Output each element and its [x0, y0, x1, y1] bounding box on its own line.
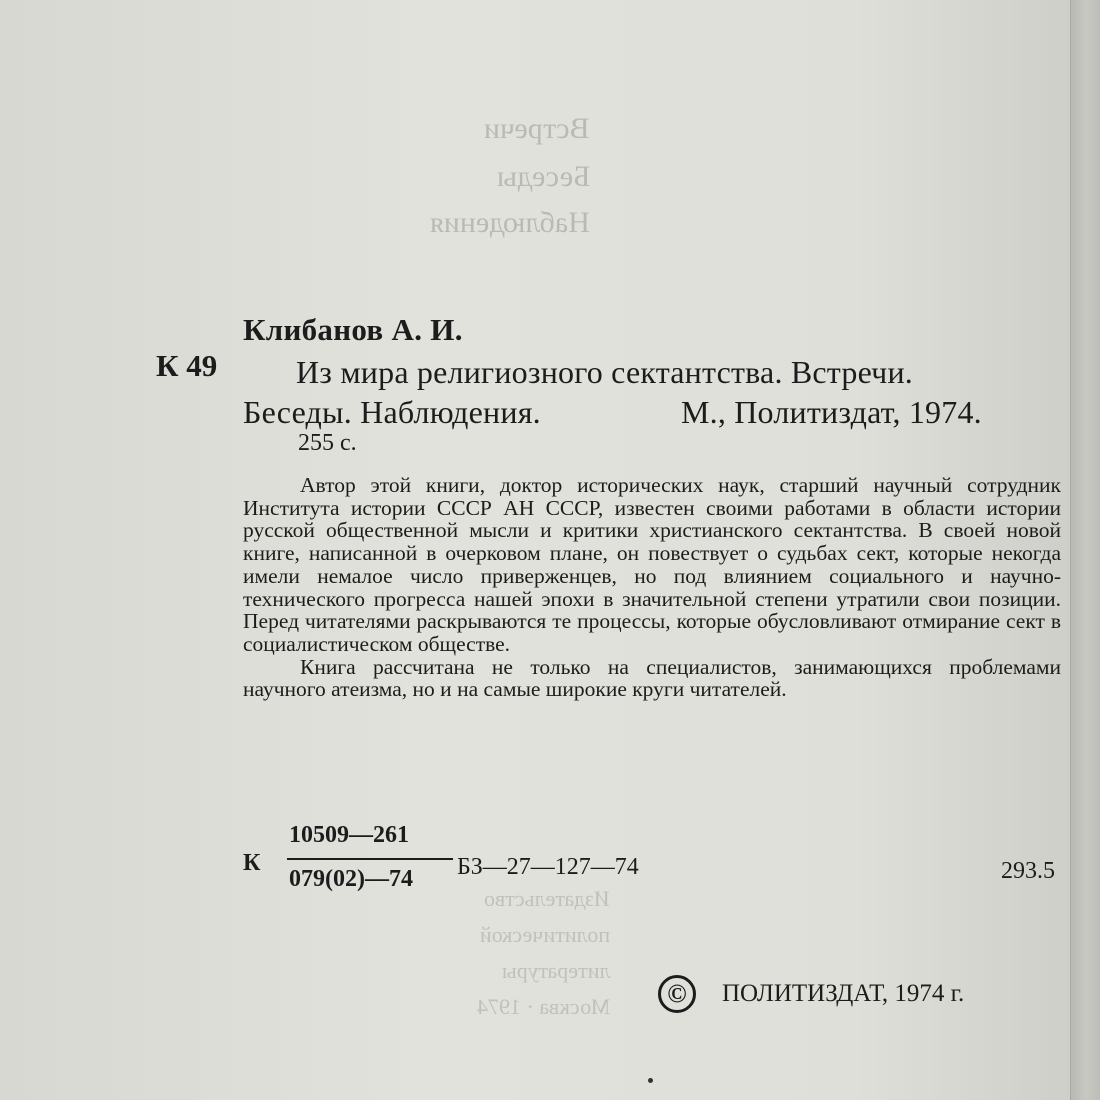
- annotation-paragraph: Книга рассчитана не только на специалистов, занимающихся проблемами научного атеизма, но и на самые широкие круги читателей.: [243, 654, 1061, 702]
- classification-index: [243, 820, 1063, 900]
- author-name: Клибанов А. И.: [243, 312, 463, 347]
- page-count: 255 с.: [298, 430, 357, 456]
- fraction-line: [287, 858, 453, 860]
- index-numerator: 10509—261: [289, 822, 409, 848]
- index-denominator: 079(02)—74: [289, 866, 413, 892]
- bleed-through-text: Наблюдения: [430, 206, 590, 239]
- book-title-line2: Беседы. Наблюдения.: [243, 394, 541, 430]
- copyright-line: [658, 975, 964, 1013]
- call-number: К 49: [156, 348, 218, 383]
- book-title-line2-row: [243, 394, 1063, 431]
- publication-info: М., Политиздат, 1974.: [681, 394, 982, 430]
- annotation: [243, 474, 1061, 701]
- print-speck: [648, 1078, 653, 1083]
- copyright-icon: ©: [658, 975, 696, 1013]
- bleed-through-text: Беседы: [496, 160, 590, 193]
- book-gutter: [1070, 0, 1100, 1100]
- index-letter: К: [243, 850, 261, 876]
- bz-number: БЗ—27—127—74: [457, 854, 639, 880]
- bleed-through-text: Издательство: [484, 886, 610, 911]
- bleed-through-text: политической: [479, 922, 610, 947]
- bleed-through-text: литературы: [501, 958, 610, 983]
- book-title-line1: Из мира религиозного сектантства. Встречи.: [296, 354, 913, 390]
- bleed-through-text: Встречи: [484, 112, 590, 145]
- bleed-through-text: Москва · 1974: [476, 994, 610, 1019]
- copyright-text: ПОЛИТИЗДАТ, 1974 г.: [722, 980, 965, 1007]
- bbk-code: 293.5: [1001, 858, 1055, 884]
- annotation-paragraph: Автор этой книги, доктор исторических наук, старший научный сотрудник Института истории СССР АН СССР, известен своими работами в области истории русской общественной мысли и критики христианского сектантства. В своей новой книге, написанной в очерковом плане, он повествует о судьбах сект, которые некогда имели немалое число приверженцев, но под влиянием социального и научно-технического прогресса нашей эпохи в значительной степени утратили свои позиции. Перед читателями раскрываются те процессы, которые обусловливают отмирание сект в социалистическом обществе.: [243, 473, 1061, 656]
